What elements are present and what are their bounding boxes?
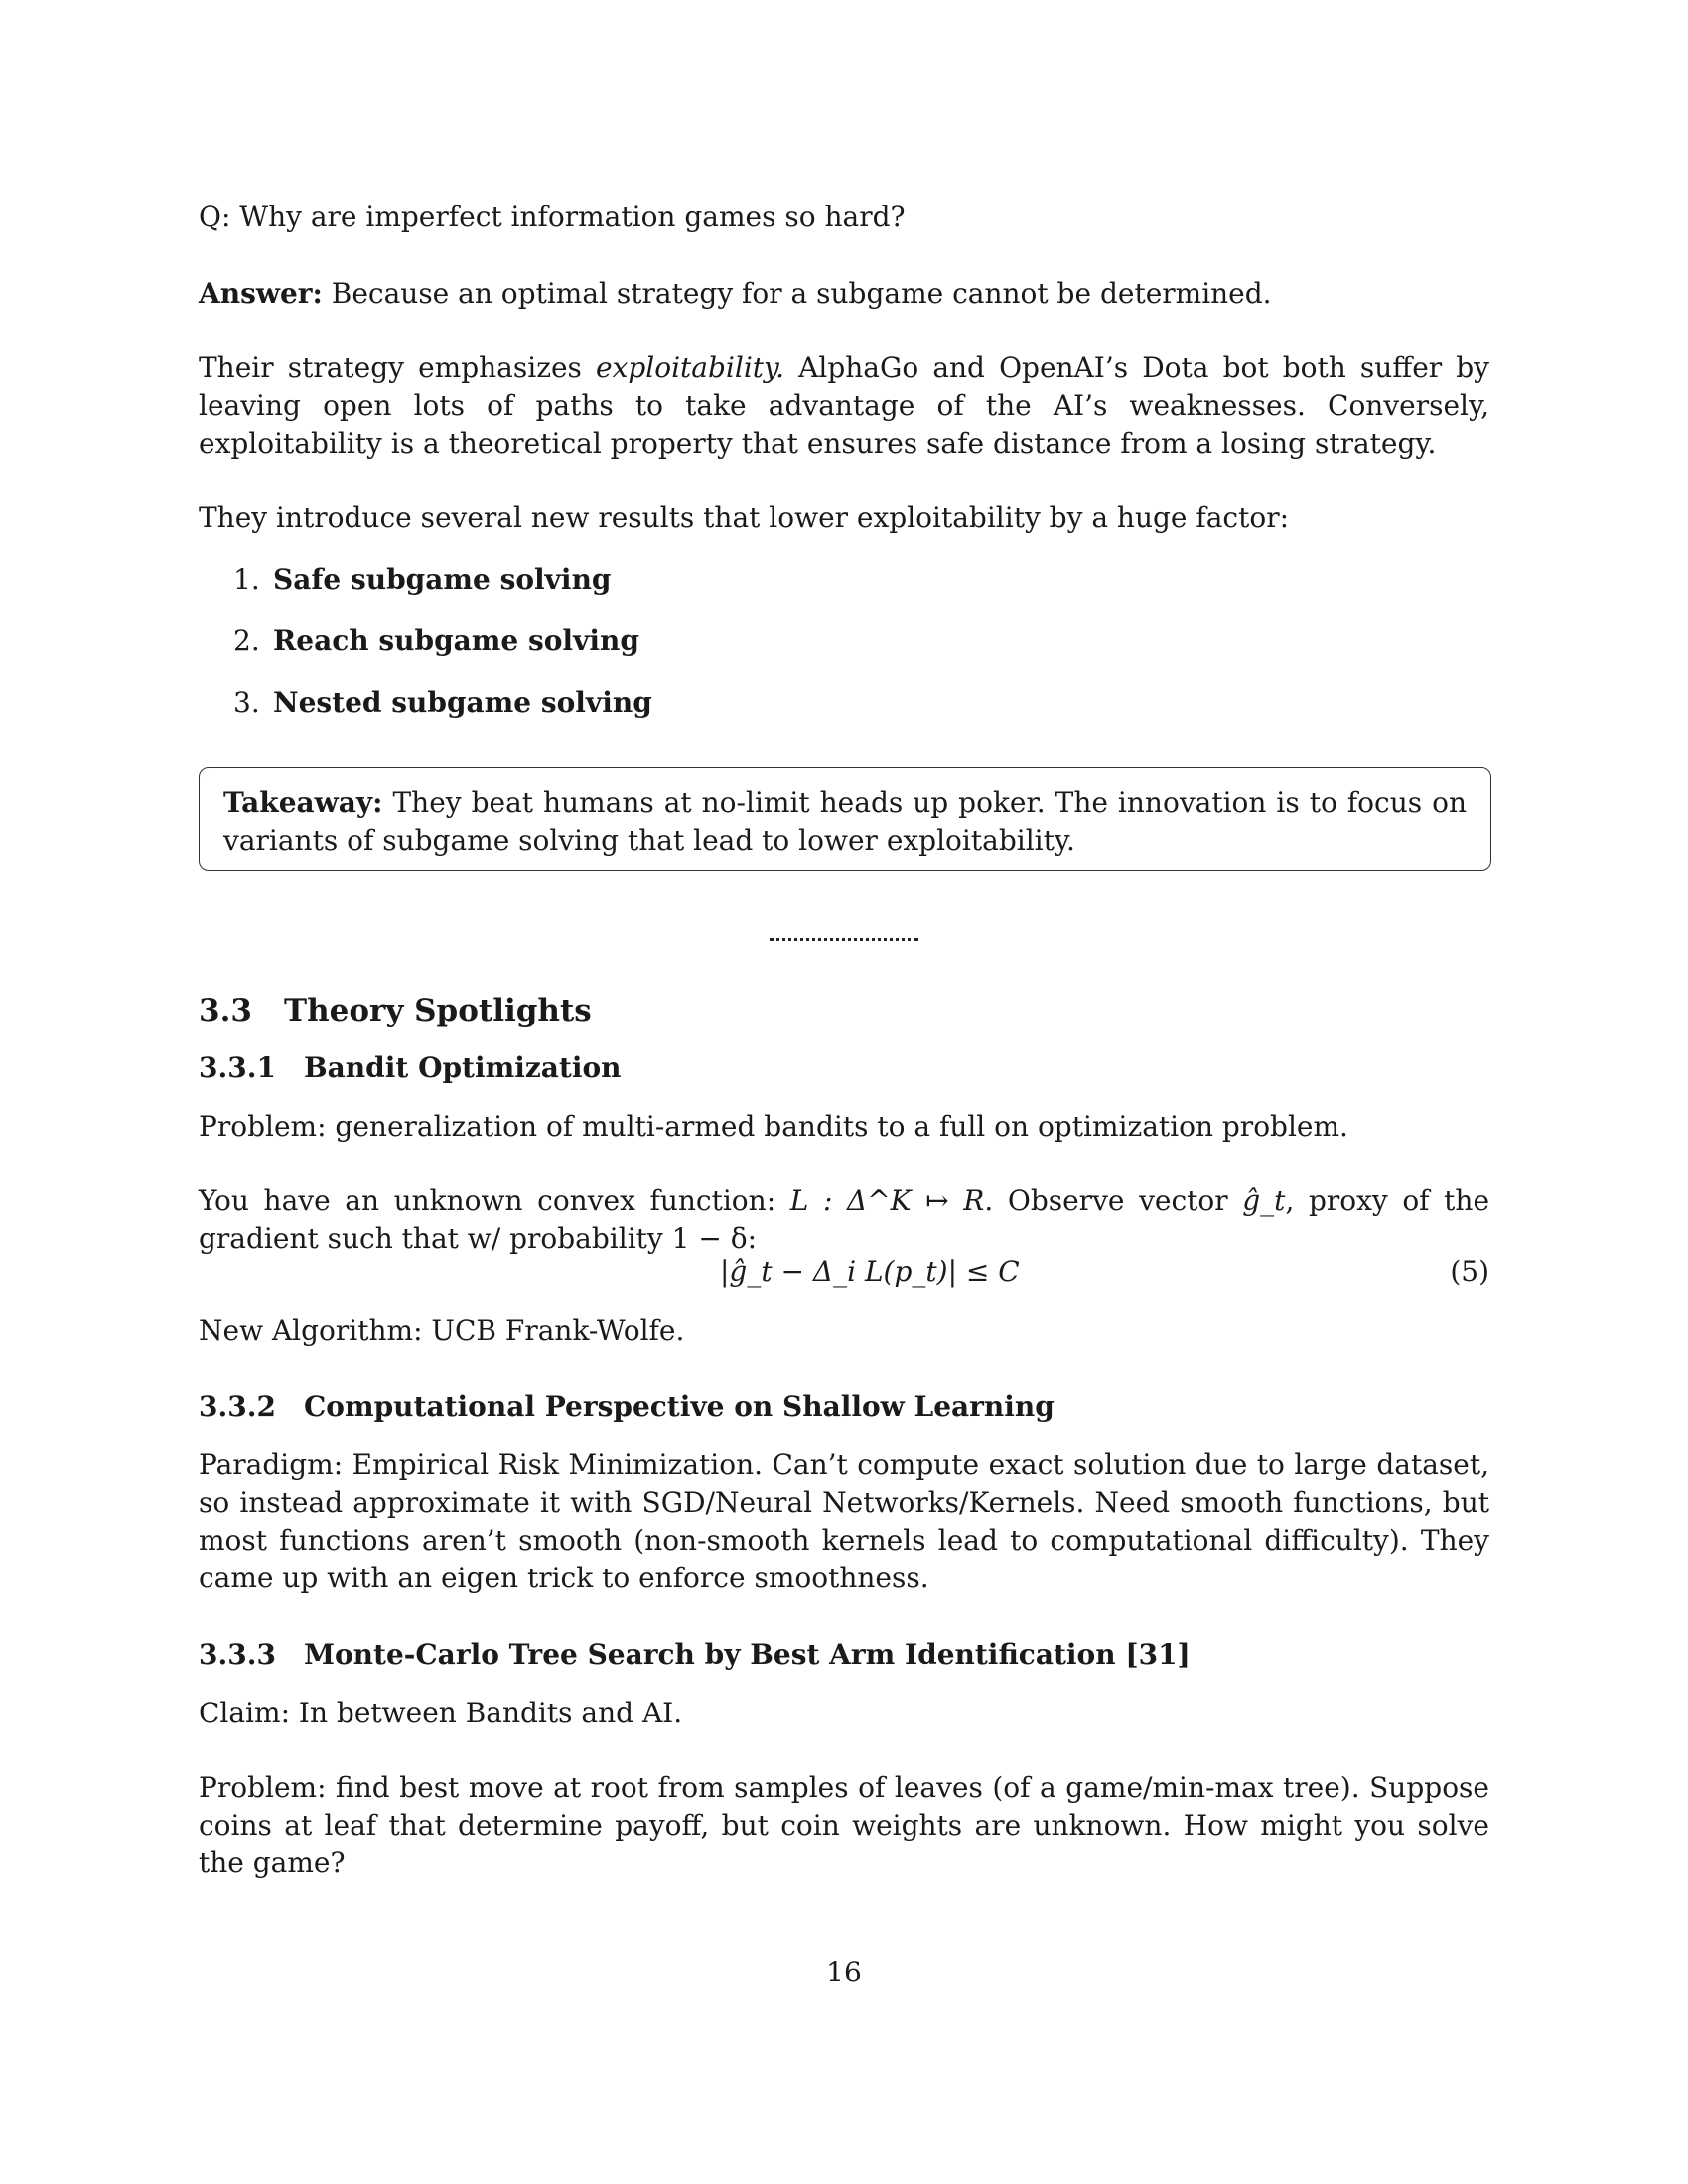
convex-paragraph <box>199 1182 1489 1258</box>
list-item <box>233 561 612 599</box>
takeaway-box <box>199 767 1491 871</box>
section-heading <box>199 993 592 1028</box>
subsection-title: Monte-Carlo Tree Search by Best Arm Identification [31] <box>304 1638 1191 1671</box>
subsection-title: Bandit Optimization <box>304 1051 622 1084</box>
list-item <box>233 622 639 660</box>
takeaway-label: Takeaway: <box>223 786 383 819</box>
question-paragraph <box>199 199 1489 236</box>
list-item-number: 2. <box>233 624 260 657</box>
strategy-after: AlphaGo and OpenAI’s Dota bot both suffer by leaving open lots of paths to take advantage of the AI’s weaknesses. Conversely, exploitability is a theoretical property that ensures safe distance from a losing strategy. <box>199 351 1489 460</box>
results-intro: They introduce several new results that lower exploitability by a huge factor: <box>199 501 1290 534</box>
subsection-title: Computational Perspective on Shallow Learning <box>304 1390 1055 1423</box>
shallow-learning-paragraph <box>199 1446 1489 1597</box>
convex-math: L : Δ^K ↦ R <box>789 1184 985 1217</box>
mcts-problem-text: Problem: find best move at root from samples of leaves (of a game/min-max tree). Suppose coins at leaf that determine payoff, but coin weights are unknown. How might you solve the game? <box>199 1771 1489 1879</box>
convex-before: You have an unknown convex function: <box>199 1184 790 1217</box>
strategy-emphasis: exploitability. <box>596 351 785 384</box>
page <box>199 0 1489 2184</box>
equation-row <box>199 1255 1489 1295</box>
strategy-before: Their strategy emphasizes <box>199 351 596 384</box>
strategy-paragraph <box>199 349 1489 463</box>
subsection-number: 3.3.2 <box>199 1390 276 1423</box>
list-item-text: Reach subgame solving <box>273 624 639 657</box>
list-item <box>233 684 652 722</box>
shallow-learning-text: Paradigm: Empirical Risk Minimization. Can’t compute exact solution due to large dataset, so instead approximate it with SGD/Neural Networks/Kernels. Need smooth functions, but most functions aren’t smooth (non-smooth kernels lead to computational difficulty). They came up with an eigen trick to enforce smoothness. <box>199 1448 1489 1594</box>
section-number: 3.3 <box>199 993 252 1028</box>
bandit-problem: Problem: generalization of multi-armed bandits to a full on optimization problem. <box>199 1110 1348 1143</box>
list-item-text: Safe subgame solving <box>273 563 612 596</box>
section-title: Theory Spotlights <box>284 993 592 1028</box>
algorithm-paragraph <box>199 1312 1489 1350</box>
subsection-number: 3.3.1 <box>199 1051 276 1084</box>
convex-after: , proxy of the gradient such that w/ probability 1 − δ: <box>199 1184 1490 1255</box>
bandit-problem-paragraph <box>199 1108 1489 1146</box>
answer-paragraph <box>199 275 1489 313</box>
list-item-text: Nested subgame solving <box>273 686 652 719</box>
subsection-heading <box>199 1638 1191 1671</box>
convex-mid: . Observe vector <box>984 1184 1243 1217</box>
page-number: 16 <box>826 1956 862 1988</box>
list-item-number: 3. <box>233 686 260 719</box>
claim-paragraph <box>199 1695 1489 1732</box>
subsection-heading <box>199 1051 622 1084</box>
algorithm-text: New Algorithm: UCB Frank-Wolfe. <box>199 1314 685 1347</box>
answer-text: Because an optimal strategy for a subgame cannot be determined. <box>322 277 1272 310</box>
claim-text: Claim: In between Bandits and AI. <box>199 1697 683 1729</box>
answer-label: Answer: <box>199 277 323 310</box>
mcts-problem-paragraph <box>199 1769 1489 1882</box>
convex-math-2: ĝ_t <box>1242 1184 1286 1217</box>
section-divider <box>770 938 918 941</box>
results-intro-paragraph <box>199 499 1489 537</box>
list-item-number: 1. <box>233 563 260 596</box>
subsection-number: 3.3.3 <box>199 1638 276 1671</box>
takeaway-text: They beat humans at no-limit heads up poker. The innovation is to focus on variants of subgame solving that lead to lower exploitability. <box>223 786 1467 857</box>
equation: |ĝ_t − Δ_i L(p_t)| ≤ C <box>720 1255 1020 1288</box>
subsection-heading <box>199 1390 1055 1423</box>
equation-number: (5) <box>1450 1255 1489 1288</box>
question-text: Q: Why are imperfect information games so hard? <box>199 201 906 233</box>
